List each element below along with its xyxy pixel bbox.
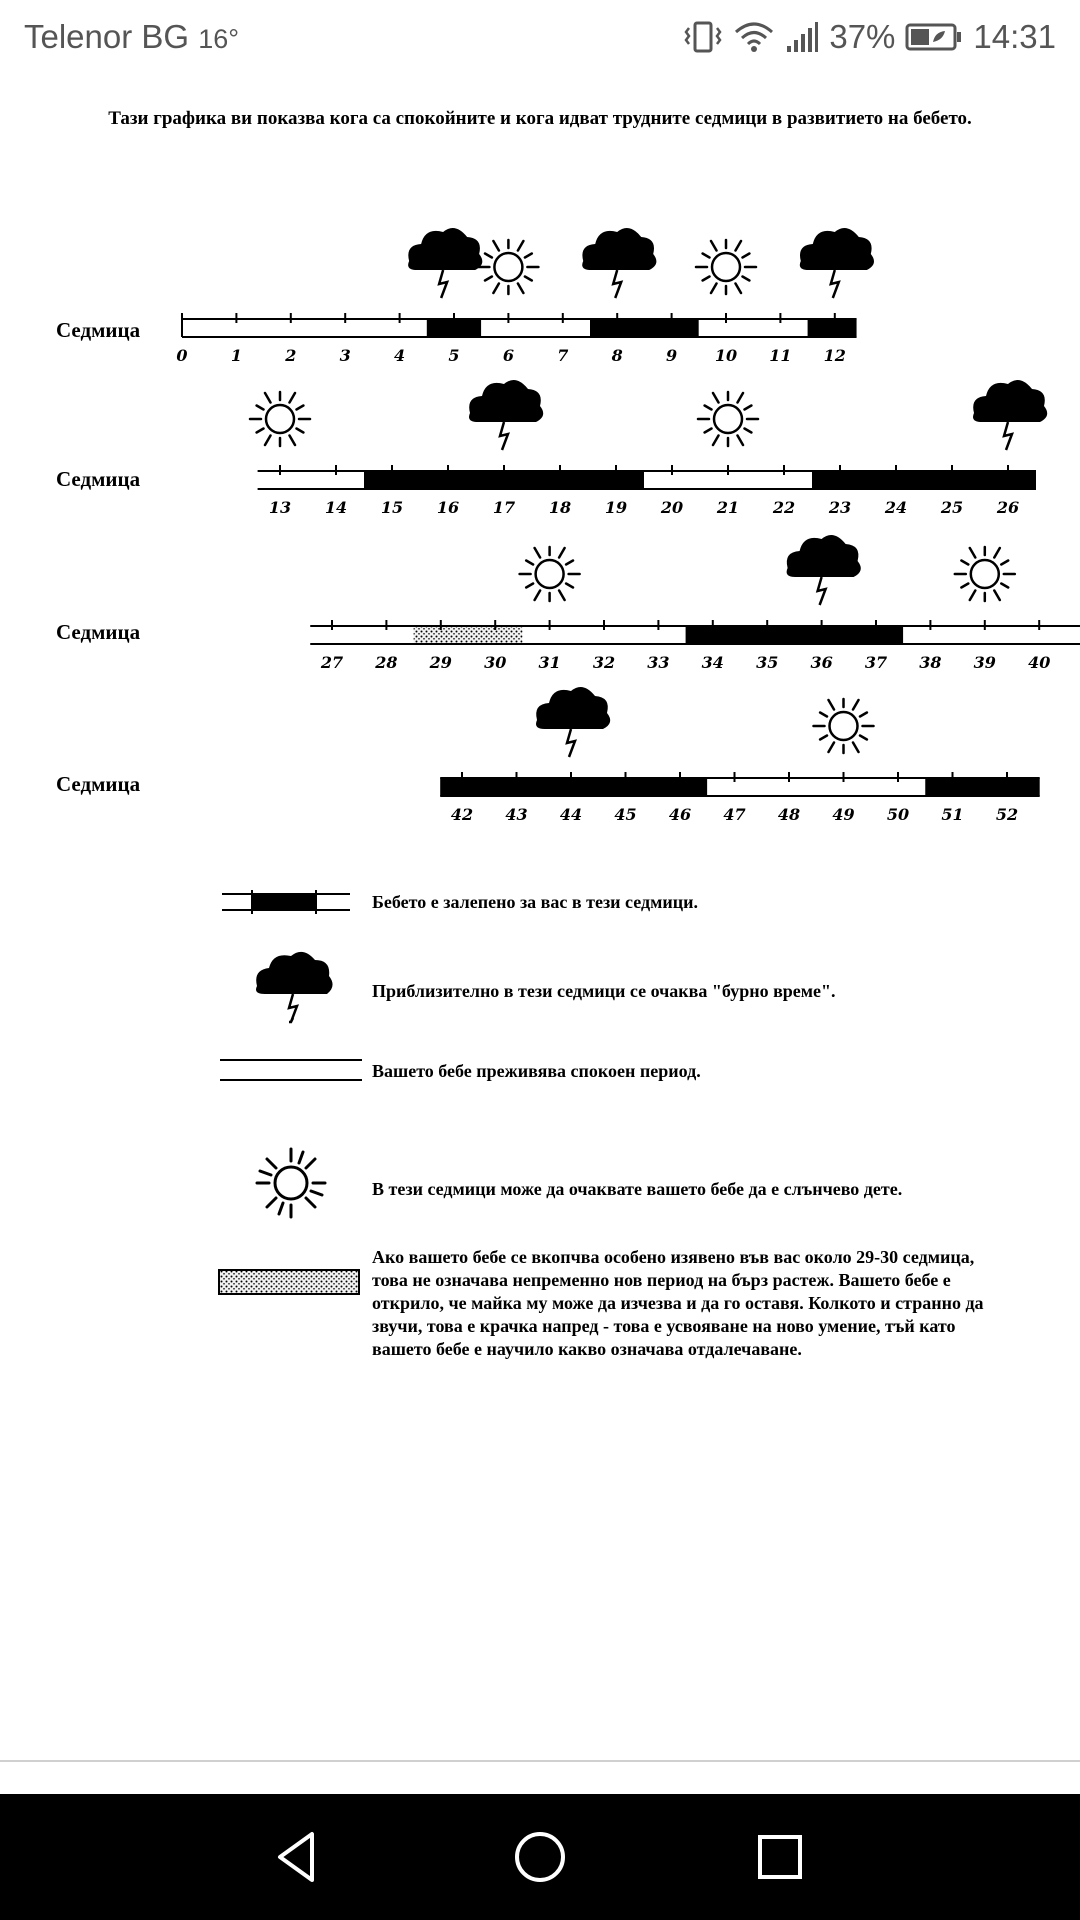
week-label: 8 [611,346,623,365]
back-button[interactable] [266,1824,332,1890]
week-label: 51 [941,805,964,824]
week-label: 31 [538,653,561,672]
week-label: 50 [886,805,910,824]
legend-storm-icon [256,952,333,1022]
week-label: 24 [884,498,908,517]
week-label: 15 [380,498,404,517]
week-label: 2 [285,346,297,365]
week-label: 18 [548,498,572,517]
week-label: 0 [176,346,188,365]
legend-clingy-bar [222,890,350,914]
week-label-row-4: Седмица [56,772,141,796]
week-label: 30 [484,653,507,672]
legend-calm-text: Вашето бебе преживява спокоен период. [372,1061,701,1081]
navigation-bar [0,1794,1080,1920]
week-label: 34 [701,653,724,672]
week-label: 27 [320,653,344,672]
week-label: 49 [832,805,855,824]
week-label: 42 [450,805,474,824]
carrier-name: Telenor BG [24,18,190,55]
week-label: 33 [647,653,670,672]
week-label: 19 [604,498,628,517]
week-label: 13 [268,498,292,517]
week-label: 28 [375,653,398,672]
week-label: 16 [436,498,460,517]
page-heading: Тази графика ви показва кога са спокойните и кога идват трудните седмици в развитието на бебето. [108,108,972,129]
home-button[interactable] [507,1824,573,1890]
week-label: 5 [448,346,460,365]
week-label: 1 [230,346,242,365]
recents-square-icon [747,1824,813,1890]
back-triangle-icon [266,1824,332,1890]
legend-storm-text: Приблизително в тези седмици се очаква "бурно време". [372,981,836,1001]
week-label: 37 [864,653,888,672]
week-label: 29 [429,653,452,672]
home-circle-icon [507,1824,573,1890]
week-label: 36 [810,653,833,672]
week-label: 38 [919,653,942,672]
week-label-row-1: Седмица [56,318,141,342]
week-label-row-3: Седмица [56,620,141,644]
week-label: 45 [614,805,637,824]
temperature: 16° [198,24,240,54]
week-label: 12 [823,346,846,365]
week-label: 23 [828,498,852,517]
week-label: 20 [660,498,684,517]
week-label: 35 [756,653,779,672]
legend-dotted-bar [219,1270,359,1294]
clock: 14:31 [973,18,1056,55]
week-label-row-2: Седмица [56,467,141,491]
week-label: 17 [492,498,516,517]
week-label: 10 [714,346,738,365]
divider [0,1760,1080,1762]
week-label: 6 [502,346,514,365]
week-label: 3 [339,346,351,365]
week-label: 25 [940,498,964,517]
legend-dotted-text: Ако вашето бебе се вкопчва особено изявено във вас около 29-30 седмица, това не означава непременно нов период на бърз растеж. Вашето бебе е открило, че майка му може да изчезва и да го оставя. Колкото и странно да звучи, това е крачка напред - това е усвояване на ново умение, тъй като вашето бебе е научило какво означава отдалечаване. [372,1247,984,1359]
week-label: 46 [668,805,692,824]
week-label: 48 [777,805,801,824]
week-label: 40 [1028,653,1051,672]
week-label: 14 [324,498,348,517]
legend-calm-bar [220,1060,362,1080]
recents-button[interactable] [747,1824,813,1890]
week-label: 21 [716,498,740,517]
week-label: 39 [973,653,996,672]
week-label: 9 [666,346,678,365]
week-label: 44 [559,805,583,824]
week-label: 43 [505,805,528,824]
battery-percent: 37% [829,18,896,55]
week-label: 26 [996,498,1020,517]
week-label: 47 [723,805,746,824]
week-label: 4 [394,346,406,365]
legend-clingy-text: Бебето е залепено за вас в тези седмици. [372,892,698,912]
legend-sun-text: В тези седмици може да очаквате вашето бебе да е слънчево дете. [372,1179,903,1199]
week-label: 11 [769,346,792,365]
legend-sun-icon [257,1149,325,1217]
week-label: 32 [592,653,616,672]
week-label: 22 [772,498,796,517]
week-label: 7 [557,346,569,365]
week-label: 52 [995,805,1019,824]
